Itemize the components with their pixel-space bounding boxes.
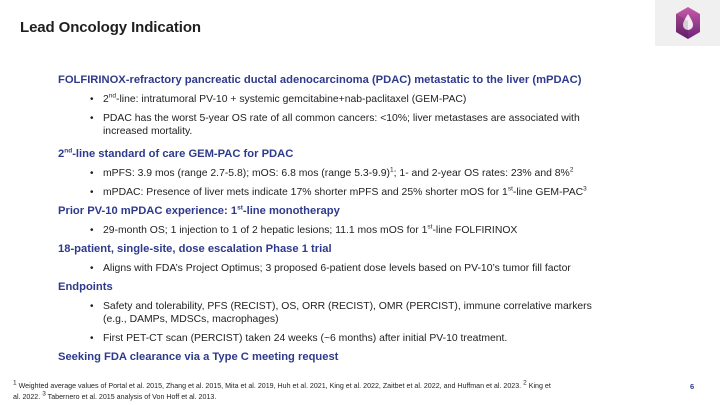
section-heading-endpoints: Endpoints	[58, 281, 113, 293]
bullet-list	[58, 224, 698, 237]
section-heading-fda: Seeking FDA clearance via a Type C meeting request	[58, 351, 339, 363]
footnote: $^1$ Weighted average values of Portal et al. 2015, Zhang et al. 2015, Mita et al. 2019, Huh et al. 2021, King et al. 2022, Zaitbet et al. 2022, and Huffman et al. 2023. $^2$ King et al. 2022. $^3$ Tabernero et al. 2015 analysis of Von Hoff et al. 2013.	[13, 379, 551, 401]
list-item: • First PET-CT scan (PERCIST) taken 24 weeks (~6 months) after initial PV-10 treatment.	[90, 333, 508, 344]
page-number: 6	[690, 382, 695, 391]
content-body	[58, 74, 698, 364]
bullet-list	[58, 300, 698, 345]
bullet-list	[58, 167, 698, 199]
slide-title: Lead Oncology Indication	[20, 19, 201, 36]
section-heading-standard-of-care: 2nd-line standard of care GEM-PAC for PDAC	[58, 147, 294, 160]
list-item: • PDAC has the worst 5-year OS rate of all common cancers: <10%; liver metastases are associated with increased mortality.	[90, 113, 580, 137]
list-item: • Aligns with FDA’s Project Optimus; 3 proposed 6-patient dose levels based on PV-10’s tumor fill factor	[90, 263, 571, 274]
hexagon-drop-logo-icon	[675, 6, 701, 40]
list-item: • 29-month OS; 1 injection to 1 of 2 hepatic lesions; 11.1 mos mOS for 1st-line FOLFIRINOX	[90, 223, 518, 236]
logo-panel	[655, 0, 720, 46]
section-heading-indication: FOLFIRINOX-refractory pancreatic ductal adenocarcinoma (PDAC) metastatic to the liver (mPDAC)	[58, 74, 582, 86]
list-item: • Safety and tolerability, PFS (RECIST), OS, ORR (RECIST), OMR (PERCIST), immune correlative markers (e.g., DAMPs, MDSCs, macrophages)	[90, 301, 592, 325]
section-heading-prior-experience: Prior PV-10 mPDAC experience: 1st-line monotherapy	[58, 204, 340, 217]
bullet-list	[58, 93, 698, 138]
list-item: • mPDAC: Presence of liver mets indicate 17% shorter mPFS and 25% shorter mOS for 1st-line GEM-PAC$^3$	[90, 185, 587, 198]
bullet-list	[58, 262, 698, 275]
list-item: • mPFS: 3.9 mos (range 2.7-5.8); mOS: 6.8 mos (range 5.3-9.9)$^1$; 1- and 2-year OS rates: 23% and 8%$^2$	[90, 166, 574, 179]
list-item: • 2nd-line: intratumoral PV-10 + systemic gemcitabine+nab-paclitaxel (GEM-PAC)	[90, 92, 467, 105]
section-heading-trial: 18-patient, single-site, dose escalation Phase 1 trial	[58, 243, 332, 255]
